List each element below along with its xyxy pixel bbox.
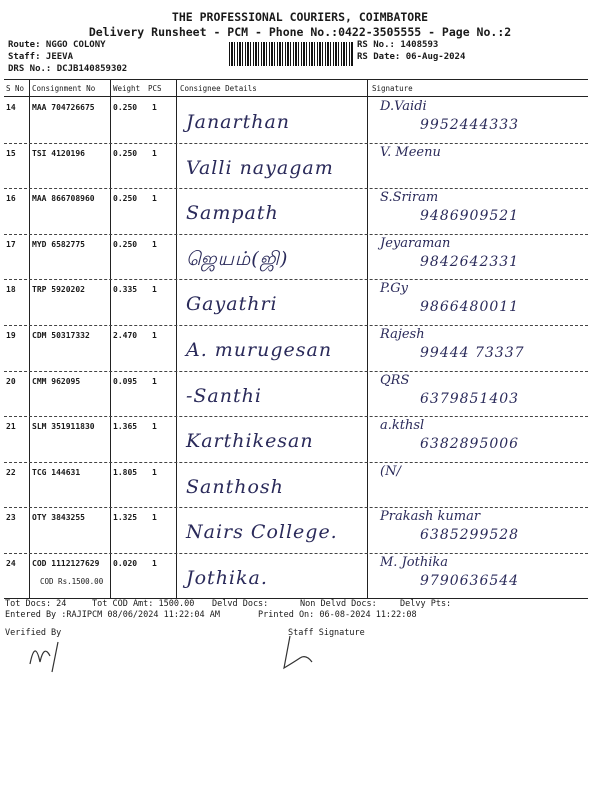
row-weight: 0.250 (113, 103, 138, 112)
row-signature: M. Jothika (380, 555, 448, 570)
rs-number: RS No.: 1408593 (357, 40, 439, 50)
row-consignee-name: A. murugesan (186, 339, 333, 361)
staff-label: Staff: JEEVA (8, 52, 74, 62)
row-phone: 6385299528 (420, 527, 520, 544)
row-weight: 0.335 (113, 285, 138, 295)
row-consignment-no: TCG 144631 (32, 467, 81, 477)
row-consignment-no: COD 1112127629 (32, 559, 100, 568)
row-consignment-no: OTY 3843255 (32, 513, 85, 523)
row-phone: 9790636544 (420, 573, 520, 589)
total-docs: Tot Docs: 24 (5, 599, 67, 609)
row-consignee-name: -Santhi (186, 384, 262, 407)
col-divider (110, 79, 111, 598)
row-consignment-no: CDM 50317332 (32, 331, 90, 340)
row-consignee-name: Jothika. (186, 567, 268, 589)
row-consignment-no: TSI 4120196 (32, 148, 85, 158)
row-pcs: 1 (152, 148, 157, 158)
row-consignee-name: ஜெயம்(ஜி) (186, 247, 289, 270)
row-phone: 6379851403 (420, 390, 520, 407)
col-header-consignment: Consignment No (32, 84, 96, 93)
row-signature: V. Meenu (380, 144, 441, 160)
verifier-signature-mark (20, 634, 80, 674)
col-divider (29, 79, 30, 598)
row-divider (4, 416, 588, 417)
row-weight: 0.095 (113, 376, 138, 386)
row-pcs: 1 (152, 194, 157, 204)
staff-signature-mark (272, 632, 322, 672)
row-phone: 9952444333 (420, 117, 520, 133)
row-sno: 23 (6, 513, 16, 523)
table-top-rule (4, 79, 588, 80)
row-pcs: 1 (152, 467, 157, 477)
col-header-signature: Signature (372, 84, 413, 93)
row-consignment-no: CMM 962095 (32, 376, 81, 386)
row-divider (4, 462, 588, 463)
rs-date: RS Date: 06-Aug-2024 (357, 52, 466, 62)
row-signature: S.Sriram (380, 190, 439, 206)
row-pcs: 1 (152, 331, 157, 340)
row-pcs: 1 (152, 559, 157, 568)
row-phone: 9842642331 (420, 253, 520, 270)
row-weight: 0.020 (113, 559, 138, 568)
row-signature: Jeyaraman (380, 235, 451, 251)
row-consignee-name: Karthikesan (186, 430, 314, 453)
row-pcs: 1 (152, 513, 157, 523)
row-consignment-no: SLM 351911830 (32, 422, 95, 432)
row-consignment-no: MAA 704726675 (32, 103, 95, 112)
row-sno: 24 (6, 559, 16, 568)
row-phone: 9486909521 (420, 208, 520, 225)
row-sno: 16 (6, 194, 16, 204)
row-divider (4, 553, 588, 554)
barcode (229, 42, 354, 66)
table-header-rule (4, 96, 588, 97)
drs-number: DRS No.: DCJB140859302 (8, 64, 128, 74)
row-phone: 6382895006 (420, 436, 520, 453)
row-weight: 2.470 (113, 331, 138, 340)
col-header-pcs: PCS (148, 84, 162, 93)
row-sno: 18 (6, 285, 16, 295)
row-signature: a.kthsl (380, 418, 425, 434)
row-weight: 0.250 (113, 194, 138, 204)
row-divider (4, 371, 588, 372)
col-divider (176, 79, 177, 598)
row-consignee-name: Sampath (186, 202, 279, 225)
row-sno: 19 (6, 331, 16, 340)
row-sno: 21 (6, 422, 16, 432)
entered-by: Entered By :RAJIPCM 08/06/2024 11:22:04 AM (5, 610, 220, 620)
staff-signature-label: Staff Signature (288, 628, 365, 638)
row-phone: 99444 73337 (420, 345, 525, 361)
row-sno: 14 (6, 103, 16, 112)
total-cod-amount: Tot COD Amt: 1500.00 (92, 599, 195, 609)
row-cod-note: COD Rs.1500.00 (40, 577, 104, 586)
row-pcs: 1 (152, 103, 157, 112)
runsheet-subtitle: Delivery Runsheet - PCM - Phone No.:0422-3505555 - Page No.:2 (88, 25, 512, 39)
row-signature: D.Vaidi (380, 99, 427, 114)
row-consignment-no: TRP 5920202 (32, 285, 85, 295)
row-weight: 0.250 (113, 239, 138, 249)
row-signature: Rajesh (380, 327, 425, 342)
row-sno: 22 (6, 467, 16, 477)
row-weight: 1.805 (113, 467, 138, 477)
row-consignment-no: MAA 866708960 (32, 194, 95, 204)
non-delivered-docs: Non Delvd Docs: (300, 599, 377, 609)
row-divider (4, 507, 588, 508)
row-pcs: 1 (152, 422, 157, 432)
row-sno: 15 (6, 148, 16, 158)
company-title: THE PROFESSIONAL COURIERS, COIMBATORE (171, 10, 429, 24)
row-signature: Prakash kumar (380, 509, 481, 525)
row-consignee-name: Nairs College. (186, 521, 338, 544)
row-consignee-name: Valli nayagam (186, 156, 334, 179)
row-signature: QRS (380, 372, 410, 388)
col-header-sno: S No (6, 84, 25, 93)
delivered-docs: Delvd Docs: (212, 599, 269, 609)
route-label: Route: NGGO COLONY (8, 40, 106, 50)
row-pcs: 1 (152, 239, 157, 249)
verified-by-label: Verified By (5, 628, 62, 638)
row-weight: 1.365 (113, 422, 138, 432)
delivery-points: Delvy Pts: (400, 599, 452, 609)
row-consignee-name: Gayathri (186, 293, 278, 316)
col-divider (367, 79, 368, 598)
row-divider (4, 143, 588, 144)
row-consignee-name: Santhosh (186, 475, 284, 498)
row-weight: 0.250 (113, 148, 138, 158)
row-sno: 17 (6, 239, 16, 249)
row-divider (4, 188, 588, 189)
col-header-consignee: Consignee Details (180, 84, 257, 93)
row-signature: P.Gy (380, 281, 408, 297)
row-divider (4, 279, 588, 280)
row-consignee-name: Janarthan (186, 111, 291, 133)
row-divider (4, 234, 588, 235)
row-pcs: 1 (152, 376, 157, 386)
row-weight: 1.325 (113, 513, 138, 523)
row-sno: 20 (6, 376, 16, 386)
row-pcs: 1 (152, 285, 157, 295)
row-phone: 9866480011 (420, 299, 520, 316)
row-divider (4, 325, 588, 326)
printed-on: Printed On: 06-08-2024 11:22:08 (258, 610, 417, 620)
row-signature: (N/ (380, 463, 401, 479)
col-header-weight: Weight (113, 84, 141, 93)
row-consignment-no: MYD 6582775 (32, 239, 85, 249)
